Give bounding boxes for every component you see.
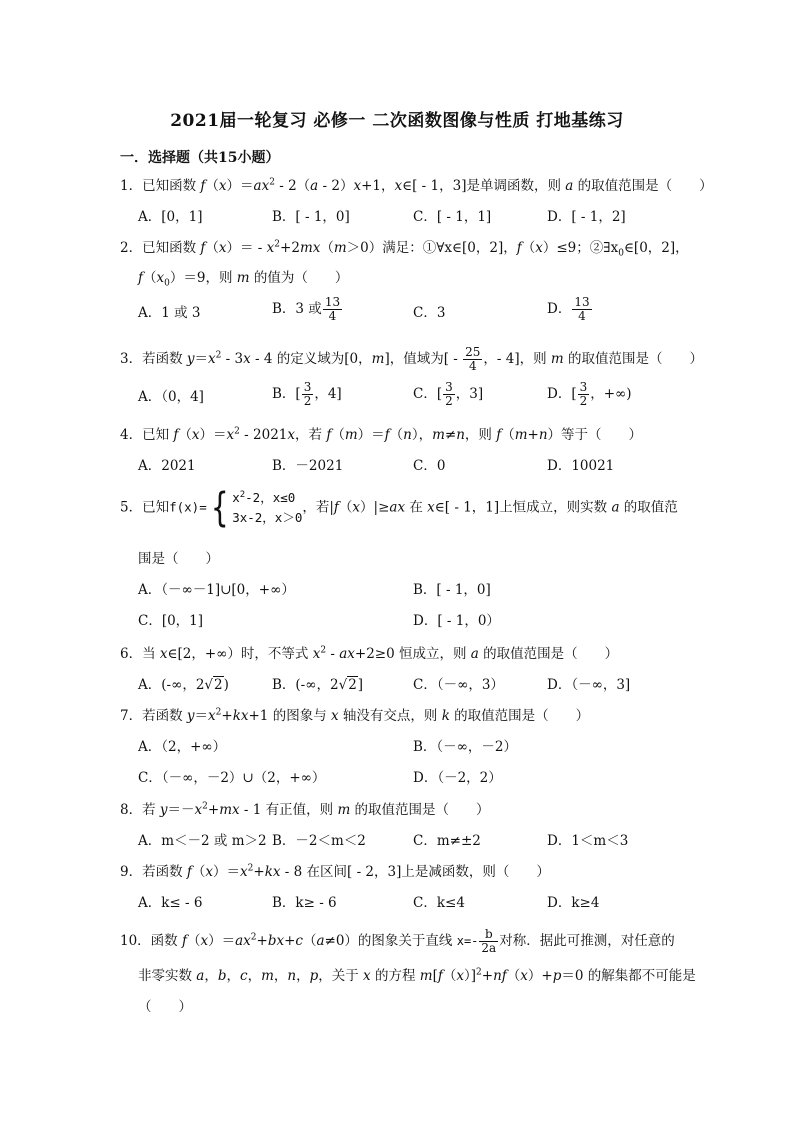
question-5-cont: 围是（ ）	[138, 551, 219, 567]
section-heading: 一．选择题（共15小题）	[120, 150, 280, 166]
question-2-cont: $f(x_0)=9$，则 m 的值为（ ）	[138, 270, 349, 289]
question-4: 4．已知 $f(x)=x^2 - 2021x$，若 f（m）＝f（n），m≠n，则 f（m+n）等于（ ）	[120, 426, 643, 443]
q7-option-b[interactable]: B．（－∞，－2）	[413, 739, 518, 755]
q2-option-c[interactable]: C．3	[413, 305, 446, 321]
q6-option-b[interactable]: B．(-∞，2√2]	[272, 677, 364, 693]
q1-option-b[interactable]: B．[ - 1，0]	[272, 209, 350, 225]
q8-option-c[interactable]: C．m≠±2	[413, 833, 481, 849]
q1-option-a[interactable]: A．[0，1]	[138, 209, 203, 225]
question-10-cont: 非零实数 a，b，c，m，n，p，关于 x 的方程 $m[f(x)]^2+nf(x)+p=0$ 的解集都不可能是	[138, 967, 696, 984]
q5-option-d[interactable]: D．[ - 1，0）	[413, 613, 500, 629]
q3-option-a[interactable]: A．（0，4]	[138, 389, 204, 405]
q3-option-d[interactable]: D．[ $\frac{3}{2}$ ，+∞)	[547, 380, 632, 408]
q7-option-a[interactable]: A．（2，+∞）	[138, 739, 227, 755]
q9-option-b[interactable]: B．k≥ - 6	[272, 895, 337, 911]
question-10-cont2: （ ）	[138, 999, 192, 1015]
question-3: 3．若函数 $y=x^2 - 3x - 4$ 的定义域为[0，m]，值域为[ - $\frac{25}{4}$ ，- 4]，则 m 的取值范围是（ ）	[120, 345, 704, 373]
question-7: 7．若函数 $y=x^2+kx+1$ 的图象与 x 轴没有交点，则 k 的取值范围是（ ）	[120, 707, 590, 724]
q4-option-b[interactable]: B．－2021	[272, 458, 344, 474]
q7-option-c[interactable]: C．（－∞，－2）∪（2，+∞）	[138, 770, 326, 786]
q8-option-d[interactable]: D．1＜m＜3	[547, 833, 629, 849]
q2-option-d[interactable]: D． $\frac{13}{4}$	[547, 295, 590, 323]
q7-option-d[interactable]: D．（－2，2）	[413, 770, 502, 786]
q6-option-a[interactable]: A．(-∞，2√2)	[138, 677, 229, 693]
q5-option-b[interactable]: B．[ - 1，0]	[413, 582, 491, 598]
question-8: 8．若 $y=-x^2+mx - 1$ 有正值，则 m 的取值范围是（ ）	[120, 801, 490, 818]
q9-option-c[interactable]: C．k≤4	[413, 895, 465, 911]
q6-option-c[interactable]: C．（－∞，3）	[413, 677, 504, 693]
q9-option-a[interactable]: A．k≤ - 6	[138, 895, 203, 911]
q6-option-d[interactable]: D．（－∞，3]	[547, 677, 631, 693]
q5-option-c[interactable]: C．[0，1]	[138, 613, 204, 629]
q3-option-c[interactable]: C．[ $\frac{3}{2}$ ，3]	[413, 380, 484, 408]
q5-option-a[interactable]: A．（－∞－1]∪[0，+∞）	[138, 582, 295, 598]
question-1: 1．已知函数 $f(x)=ax^2 - 2(a - 2)x+1$，x∈[ - 1，3]是单调函数，则 a 的取值范围是（ ）	[120, 177, 713, 194]
q8-option-a[interactable]: A．m＜－2 或 m＞2	[138, 833, 267, 849]
q4-option-d[interactable]: D．10021	[547, 458, 615, 474]
question-10: 10．函数 $f(x)=ax^2+bx+c(a\ne 0)$的图象关于直线 x=- $\frac{b}{2a}$ 对称．据此可推测，对任意的	[120, 927, 675, 955]
q4-option-c[interactable]: C．0	[413, 458, 446, 474]
q8-option-b[interactable]: B．－2＜m＜2	[272, 833, 366, 849]
q2-option-b[interactable]: B．3 或 $\frac{13}{4}$	[272, 295, 341, 323]
question-9: 9．若函数 $f(x)=x^2+kx - 8$ 在区间[ - 2，3]上是减函数，则（ ）	[120, 863, 550, 880]
q1-option-c[interactable]: C．[ - 1，1]	[413, 209, 492, 225]
question-2: 2．已知函数 $f(x)= - x^2+2mx(m>0)$满足：①∀x∈[0，2]，f（x）≤9；$②\exists x_0\in[0$，2]，	[120, 239, 689, 259]
question-6: 6．当 x∈[2，+∞）时，不等式 $x^2 - ax+2\ge 0$ 恒成立，则 a 的取值范围是（ ）	[120, 645, 619, 662]
q3-option-b[interactable]: B．[ $\frac{3}{2}$ ，4]	[272, 380, 342, 408]
q1-option-d[interactable]: D．[ - 1，2]	[547, 209, 626, 225]
q4-option-a[interactable]: A．2021	[138, 458, 196, 474]
question-5: 5．已知f(x)={ $x^2-2$，x≤0 3x-2，x＞0 ，若|f（x）|≥ax 在 x∈[ - 1，1]上恒成立，则实数 a 的取值范	[120, 485, 678, 531]
page-title: 2021届一轮复习 必修一 二次函数图像与性质 打地基练习	[170, 111, 624, 131]
q2-option-a[interactable]: A．1 或 3	[138, 305, 201, 321]
q9-option-d[interactable]: D．k≥4	[547, 895, 600, 911]
